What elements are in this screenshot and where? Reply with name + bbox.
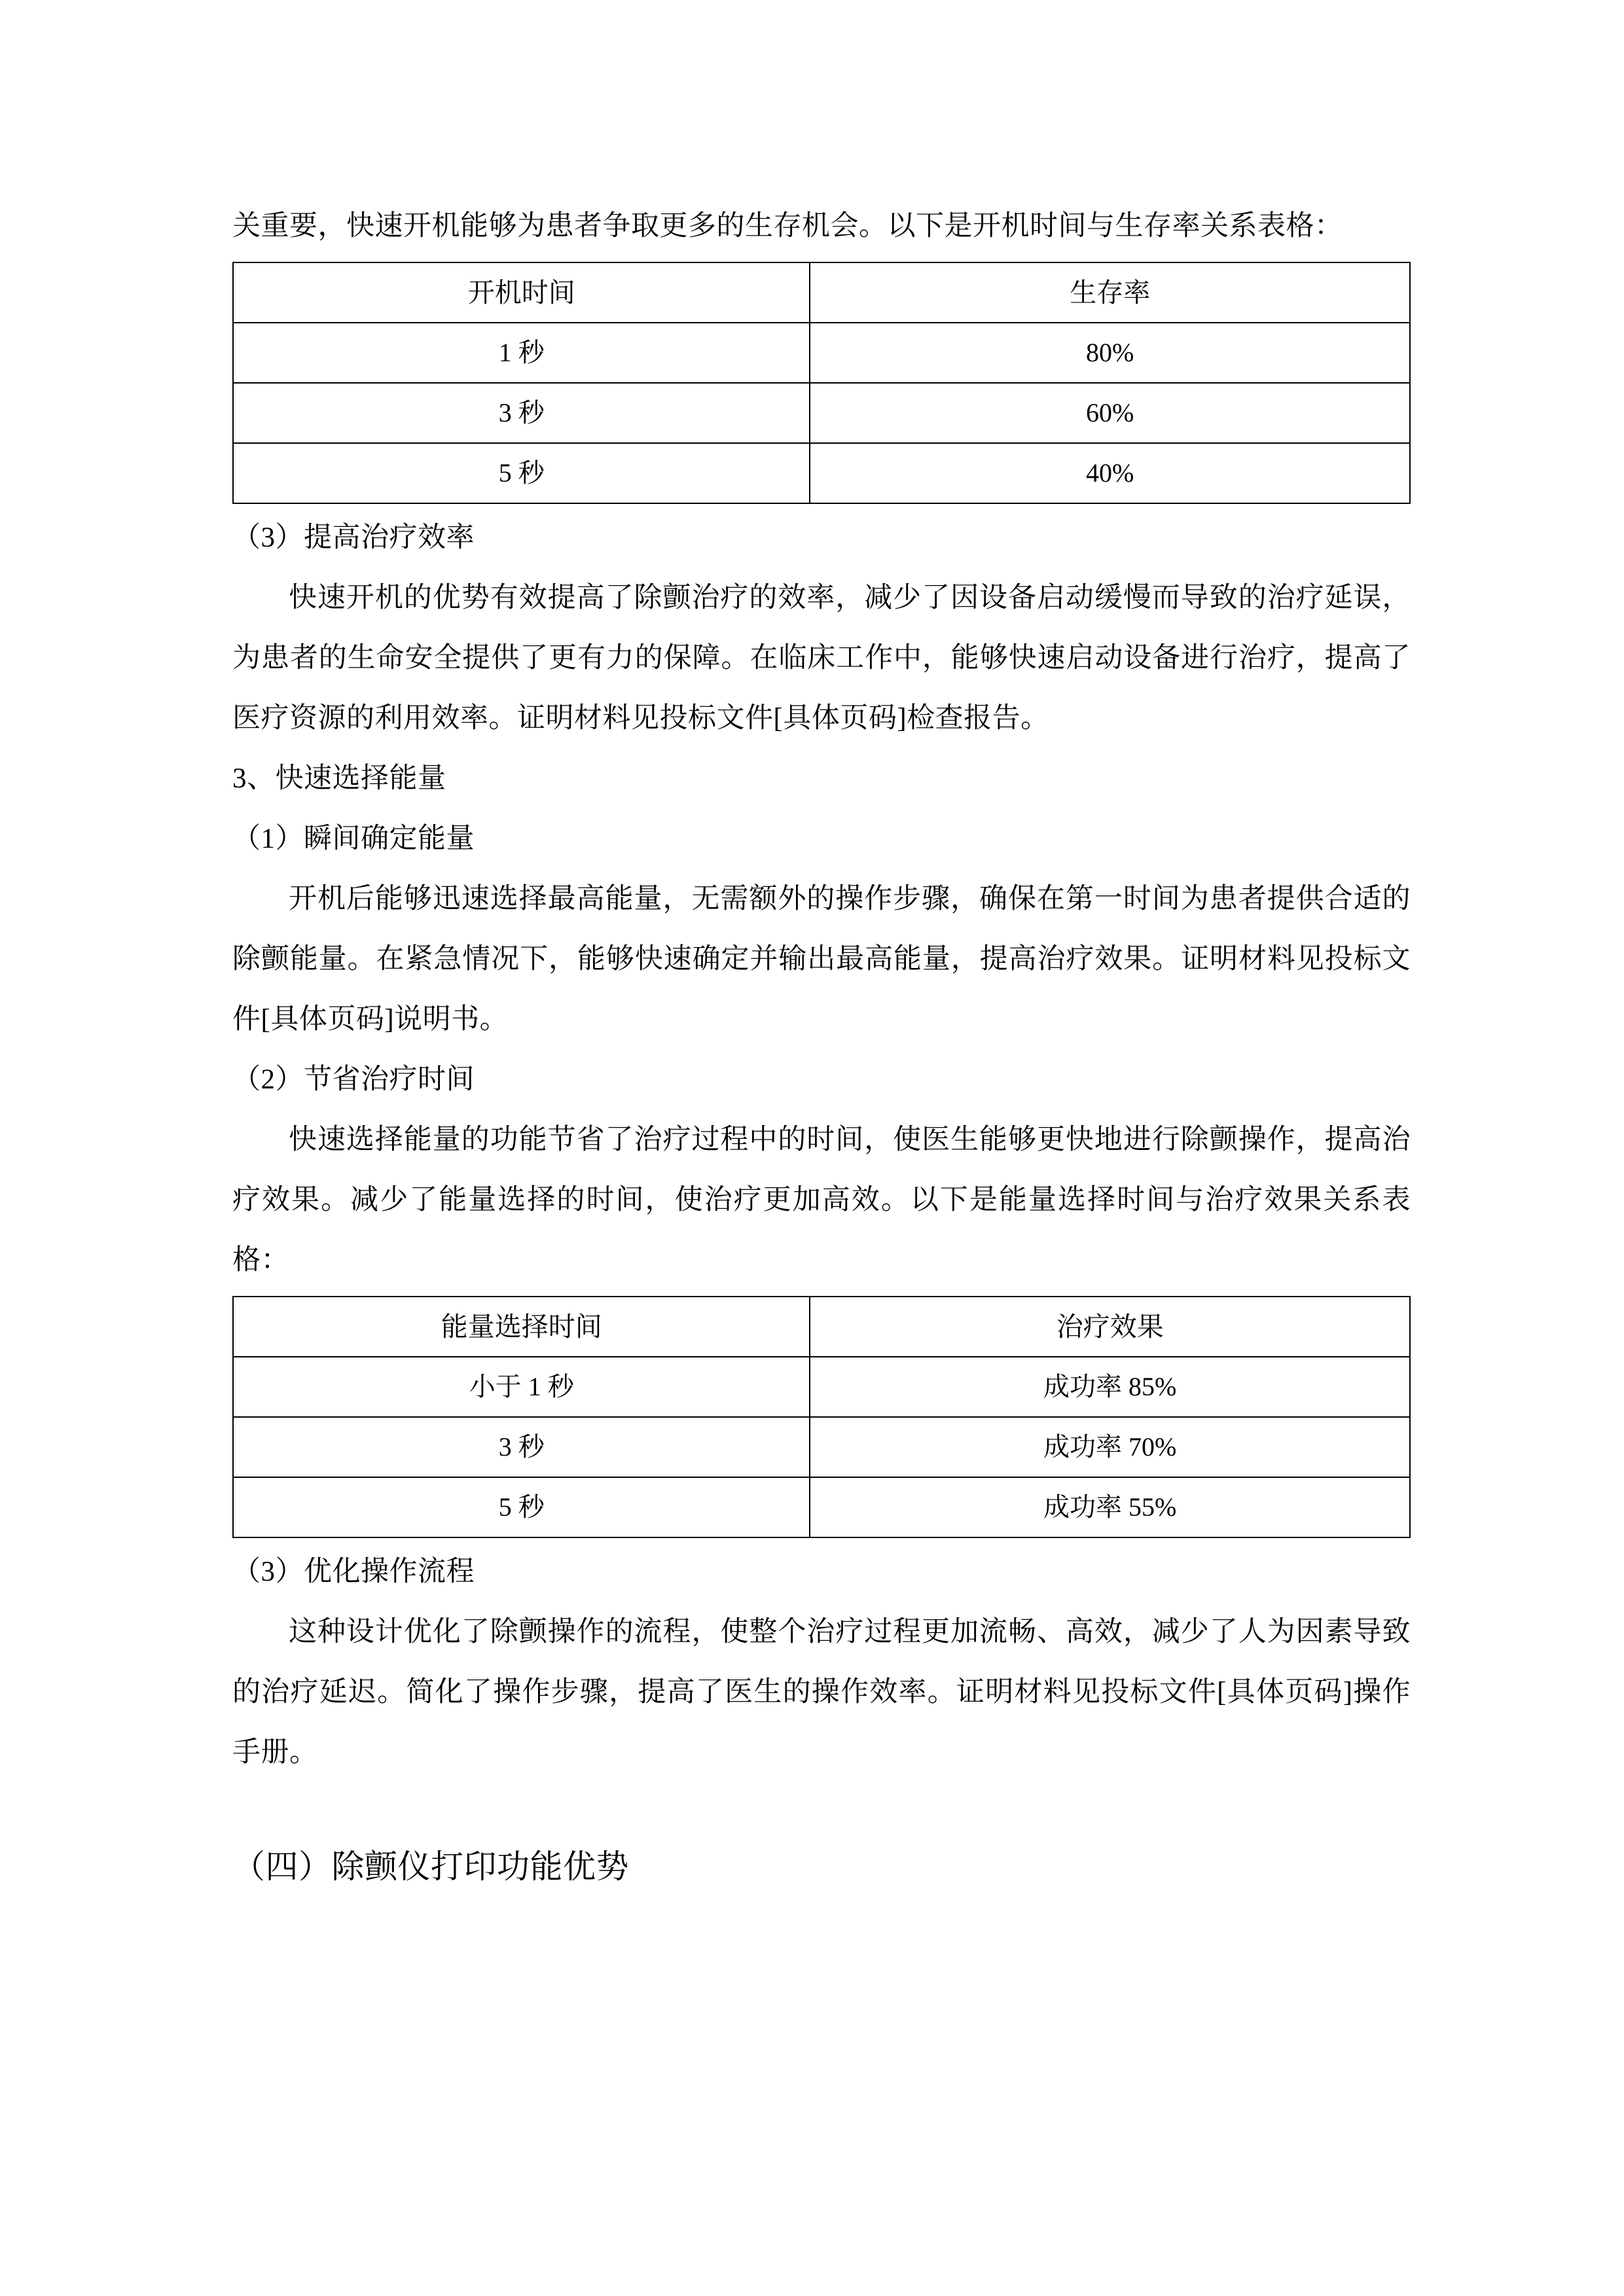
paragraph-section3-1-title: （1）瞬间确定能量 [232, 823, 475, 854]
paragraph-3-body: 快速开机的优势有效提高了除颤治疗的效率，减少了因设备启动缓慢而导致的治疗延误，为患者的生命安全提供了更有力的保障。在临床工作中，能够快速启动设备进行治疗，提高了医疗资源的利用效率。证明材料见投标文件[具体页码]检查报告。 [232, 583, 1411, 734]
table-cell: 小于 1 秒 [233, 1357, 810, 1417]
table-row [233, 1477, 1410, 1537]
table-cell: 80% [810, 323, 1410, 383]
table-cell: 1 秒 [233, 323, 810, 383]
table-header-cell: 生存率 [810, 262, 1410, 323]
paragraph-section3-1-body: 开机后能够迅速选择最高能量，无需额外的操作步骤，确保在第一时间为患者提供合适的除颤能量。在紧急情况下，能够快速确定并输出最高能量，提高治疗效果。证明材料见投标文件[具体页码]说明书。 [232, 884, 1411, 1035]
paragraph-section3-title: 3、快速选择能量 [232, 763, 446, 794]
paragraph-section3-2-body: 快速选择能量的功能节省了治疗过程中的时间，使医生能够更快地进行除颤操作，提高治疗效果。减少了能量选择的时间，使治疗更加高效。以下是能量选择时间与治疗效果关系表格： [232, 1124, 1411, 1276]
paragraph-3-title: （3）提高治疗效率 [232, 522, 475, 553]
table-cell: 3 秒 [233, 1417, 810, 1477]
paragraph-section3-2-title: （2）节省治疗时间 [232, 1064, 475, 1095]
paragraph-section3-3-title: （3）优化操作流程 [232, 1556, 475, 1587]
table-energy-selection-time [232, 1296, 1411, 1538]
table-row [233, 323, 1410, 383]
table-cell: 3 秒 [233, 383, 810, 443]
table-cell: 5 秒 [233, 1477, 810, 1537]
table-cell: 40% [810, 443, 1410, 503]
table-row [233, 1297, 1410, 1357]
table-cell: 成功率 85% [810, 1357, 1410, 1417]
table-cell: 成功率 55% [810, 1477, 1410, 1537]
section-heading-four: （四）除颤仪打印功能优势 [232, 1848, 629, 1885]
section-spacer [232, 1783, 1411, 1812]
table-cell: 60% [810, 383, 1410, 443]
table-header-cell: 开机时间 [233, 262, 810, 323]
table-row [233, 383, 1410, 443]
table-cell: 5 秒 [233, 443, 810, 503]
paragraph-intro: 关重要，快速开机能够为患者争取更多的生存机会。以下是开机时间与生存率关系表格： [232, 211, 1343, 242]
page-content [232, 196, 1411, 1899]
table-row [233, 262, 1410, 323]
table-header-cell: 能量选择时间 [233, 1297, 810, 1357]
table-row [233, 1357, 1410, 1417]
table-cell: 成功率 70% [810, 1417, 1410, 1477]
table-row [233, 1417, 1410, 1477]
table-row [233, 443, 1410, 503]
paragraph-section3-3-body: 这种设计优化了除颤操作的流程，使整个治疗过程更加流畅、高效，减少了人为因素导致的治疗延迟。简化了操作步骤，提高了医生的操作效率。证明材料见投标文件[具体页码]操作手册。 [232, 1617, 1411, 1768]
table-boot-time-survival [232, 262, 1411, 504]
table-header-cell: 治疗效果 [810, 1297, 1410, 1357]
